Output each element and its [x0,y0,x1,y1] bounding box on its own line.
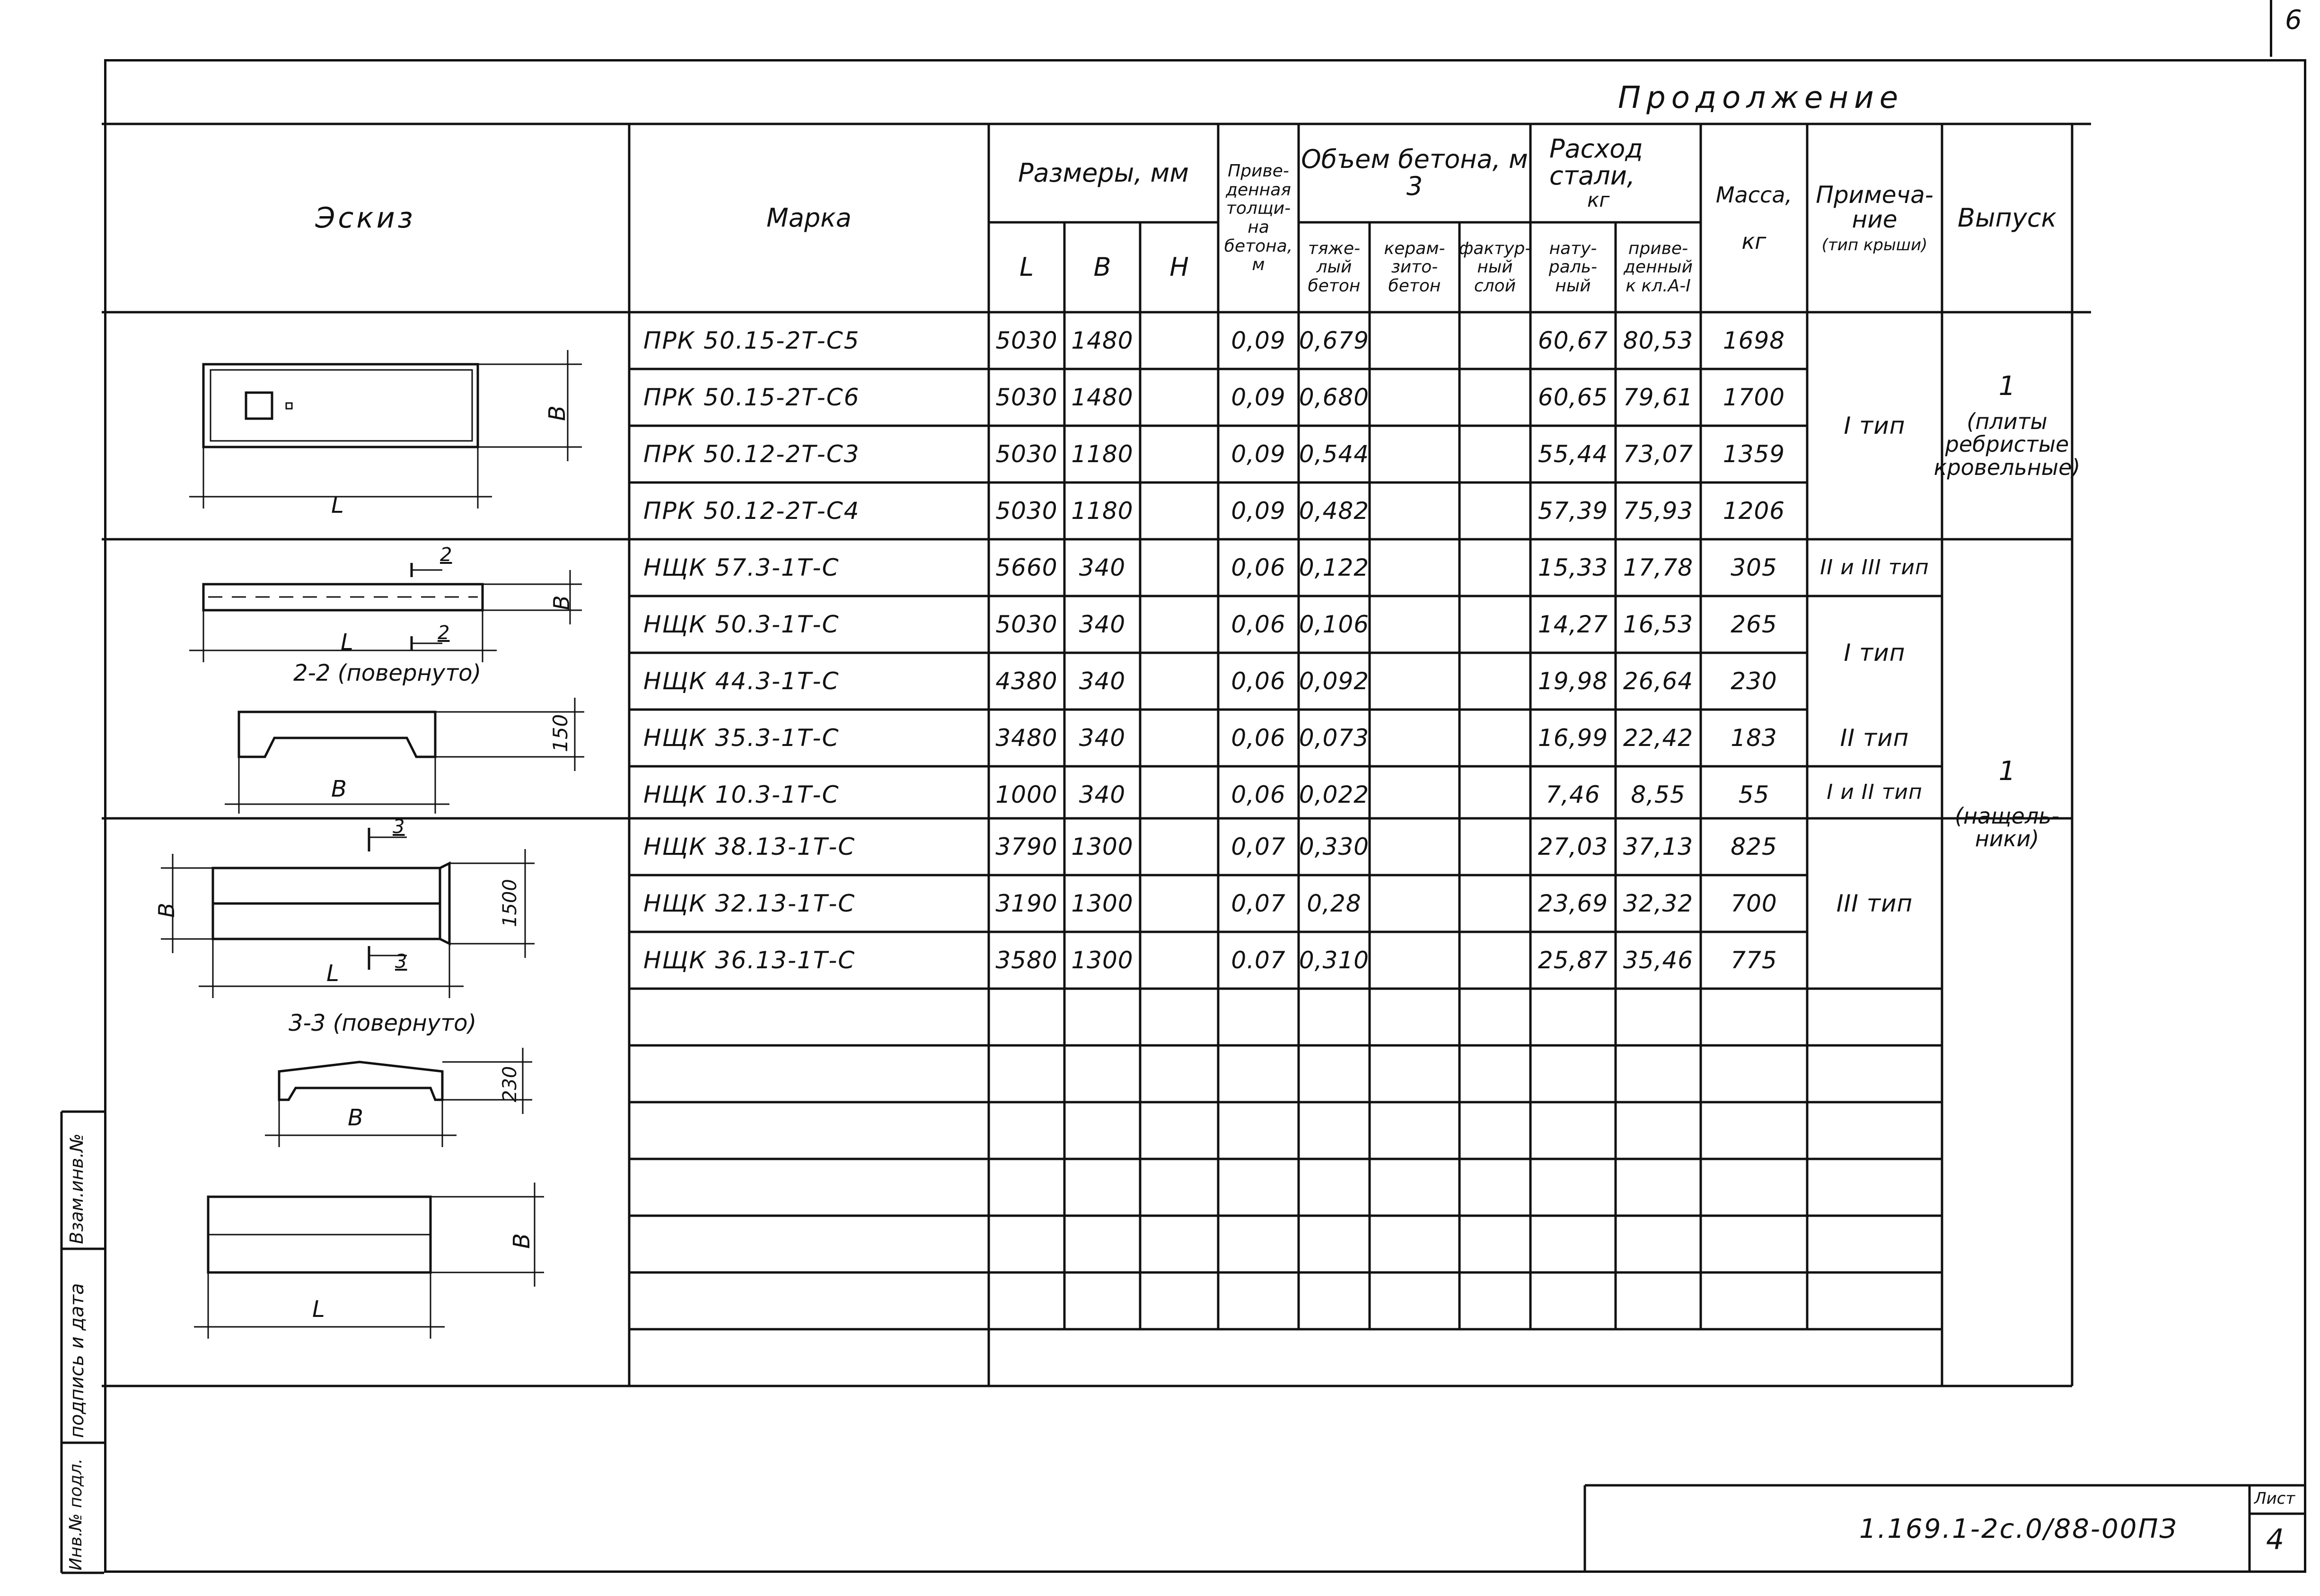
cell-keram [1370,932,1459,989]
cell-B: 1180 [1071,497,1134,525]
header-keramzit-concrete [1370,222,1459,312]
cell-heavy: 0,330 [1299,833,1370,860]
cell-keram [1370,369,1459,426]
cell-L: 4380 [995,667,1058,695]
cell-B: 1480 [1071,326,1134,354]
cell-mark: ПРК 50.12-2Т-С3 [643,440,860,468]
sketch2-dim-150: 150 [549,714,572,752]
cell-keram [1370,312,1459,369]
cell-t: 0,09 [1231,440,1286,468]
issue-slabs-desc-l2: ребристые [1945,431,2069,457]
header-dim-B: B [1093,252,1111,282]
header-steel-l3: кг [1587,188,1610,211]
cell-mark: НЩК 44.3-1Т-С [643,667,840,695]
cell-mass: 1698 [1722,326,1785,354]
header-facing-l3: слой [1474,276,1516,296]
cell-L: 5660 [995,553,1058,581]
cell-mark: НЩК 32.13-1Т-С [643,889,856,917]
sketch3-dim-1500: 1500 [499,879,521,927]
header-note-sub: (тип крыши) [1821,235,1928,254]
cell-red: 26,64 [1623,667,1694,695]
cell-red: 73,07 [1623,440,1694,468]
sheet-number: 4 [2266,1523,2285,1556]
header-mark: Марка [766,202,852,233]
cell-fact [1459,653,1530,710]
cell-nat: 55,44 [1538,440,1608,468]
header-reduced-thickness-l5: бетона, [1224,236,1293,256]
header-reduced-thickness-l4: на [1248,218,1269,237]
issue-slabs-desc-l1: (плиты [1967,408,2048,434]
cell-red: 16,53 [1623,610,1694,638]
issue-ridge-desc-l1: (нащель- [1955,803,2059,829]
header-note [1807,124,1942,312]
cell-t: 0,07 [1231,889,1286,917]
sketch-ridge [161,828,535,1147]
cell-t: 0,09 [1231,497,1286,525]
issue-slabs [1933,312,2081,539]
cell-t: 0,06 [1231,780,1286,808]
cell-mass: 230 [1731,667,1777,695]
sketch2-section-mark-top: 2 [440,544,452,566]
header-sketch: Эскиз [315,201,416,235]
cell-L: 5030 [995,610,1058,638]
cell-mark: НЩК 36.13-1Т-С [643,946,856,974]
cell-mass: 1359 [1722,440,1785,468]
cell-L: 5030 [995,383,1058,411]
sketch1-dim-B: B [544,405,571,421]
header-heavy-concrete [1299,222,1370,312]
cell-mass: 700 [1731,889,1777,917]
cell-L: 1000 [995,780,1058,808]
cell-H [1140,710,1218,766]
header-facing-l1: фактур- [1459,238,1531,258]
cell-heavy: 0,122 [1299,553,1370,581]
cell-t: 0.07 [1231,946,1286,974]
cell-keram [1370,596,1459,653]
cell-keram [1370,710,1459,766]
note-type-1-planks: I тип [1844,639,1906,666]
header-steel-reduced-l2: денный [1624,257,1693,277]
header-steel-l1: Расход [1549,134,1643,164]
header-steel-consumption [1530,124,1701,222]
cell-L: 5030 [995,326,1058,354]
continuation-label: Продолжение [1618,80,1904,115]
sketch3-section-mark-bottom: 3 [395,951,407,973]
cell-nat: 15,33 [1538,553,1608,581]
cell-B: 340 [1079,780,1126,808]
cell-keram [1370,482,1459,539]
sheet-label: Лист [2254,1489,2295,1508]
sketch3-section-mark-top: 3 [393,816,405,838]
header-steel-reduced [1616,222,1701,312]
cell-t: 0,06 [1231,667,1286,695]
header-reduced-thickness-l6: м [1252,255,1265,275]
cell-mark: НЩК 35.3-1Т-С [643,724,840,752]
header-facing-l2: ный [1477,257,1513,277]
header-steel-reduced-l1: приве- [1628,238,1688,258]
note-type-3: III тип [1836,889,1913,917]
cell-mark: ПРК 50.12-2Т-С4 [643,497,860,525]
header-heavy-l1: тяже- [1308,238,1361,258]
sketch2-section-mark-bottom: 2 [438,622,450,644]
cell-H [1140,766,1218,823]
cell-B: 340 [1079,610,1126,638]
cell-L: 3480 [995,724,1058,752]
cell-H [1140,818,1218,875]
header-reduced-thickness [1218,124,1299,312]
header-dim-L: L [1019,252,1034,282]
cell-mass: 305 [1731,553,1777,581]
cell-keram [1370,426,1459,482]
sketch4-dim-L: L [312,1296,325,1323]
cell-t: 0,09 [1231,383,1286,411]
header-reduced-thickness-l2: денная [1226,180,1291,200]
cell-B: 340 [1079,667,1126,695]
cell-fact [1459,369,1530,426]
cell-mark: ПРК 50.15-2Т-С5 [643,326,860,354]
cell-H [1140,482,1218,539]
cell-fact [1459,932,1530,989]
cell-H [1140,539,1218,596]
cell-mark: НЩК 10.3-1Т-С [643,780,840,808]
cell-fact [1459,426,1530,482]
cell-fact [1459,596,1530,653]
sketch4-dim-B: B [509,1233,535,1249]
sketch3-dim-230: 230 [499,1066,521,1102]
cell-t: 0,07 [1231,833,1286,860]
cell-red: 35,46 [1623,946,1694,974]
cell-nat: 60,65 [1538,383,1608,411]
cell-mass: 775 [1731,946,1777,974]
cell-L: 3190 [995,889,1058,917]
sketch3-dim-L: L [326,960,339,987]
header-issue: Выпуск [1957,202,2057,233]
cell-H [1140,596,1218,653]
header-dimensions: Размеры, мм [1018,158,1189,188]
margin-inv-original: Инв.№ подл. [66,1458,86,1570]
sketch1-dim-L: L [331,492,344,518]
sketch2-section-dim-B: B [331,776,347,802]
cell-keram [1370,653,1459,710]
cell-fact [1459,539,1530,596]
header-steel-reduced-l3: к кл.А-I [1626,276,1691,296]
cell-red: 75,93 [1623,497,1694,525]
header-keramzit-l1: керам- [1384,238,1445,258]
cell-heavy: 0,544 [1299,440,1370,468]
header-dim-H: H [1169,252,1189,282]
cell-mass: 183 [1731,724,1777,752]
cell-keram [1370,539,1459,596]
header-heavy-l2: лый [1316,257,1352,277]
section-3-3-title: 3-3 (повернуто) [289,1010,477,1036]
cell-heavy: 0,073 [1299,724,1370,752]
cell-red: 37,13 [1623,833,1694,860]
cell-B: 340 [1079,553,1126,581]
cell-heavy: 0,106 [1299,610,1370,638]
cell-fact [1459,312,1530,369]
sketch3-section-dim-B: B [348,1105,363,1131]
cell-H [1140,875,1218,932]
issue-ridge-pieces [1942,539,2072,1069]
cell-fact [1459,482,1530,539]
cell-red: 17,78 [1623,553,1694,581]
margin-replace-inv: Взам.инв.№ [66,1133,87,1244]
cell-fact [1459,710,1530,766]
cell-L: 3580 [995,946,1058,974]
header-reduced-thickness-l1: Приве- [1228,161,1289,181]
cell-heavy: 0,28 [1307,889,1362,917]
cell-heavy: 0,022 [1299,780,1370,808]
cell-red: 22,42 [1623,724,1694,752]
sketch-slab [189,350,582,509]
cell-nat: 7,46 [1546,780,1600,808]
header-steel-natural-l1: нату- [1549,238,1597,258]
cell-mark: НЩК 57.3-1Т-С [643,553,840,581]
sketch2-dim-L: L [341,629,353,656]
cell-nat: 57,39 [1538,497,1608,525]
cell-mass: 825 [1731,833,1777,860]
cell-nat: 19,98 [1538,667,1608,695]
cell-B: 340 [1079,724,1126,752]
page-number: 6 [2285,5,2302,35]
header-mass-unit: кг [1741,228,1766,254]
document-code: 1.169.1-2с.0/88-00ПЗ [1859,1514,2178,1544]
note-type-1-2: I и II тип [1827,780,1923,804]
note-type-2: II тип [1840,724,1909,752]
cell-mark: ПРК 50.15-2Т-С6 [643,383,860,411]
cell-nat: 16,99 [1538,724,1608,752]
cell-t: 0,09 [1231,326,1286,354]
cell-t: 0,06 [1231,553,1286,581]
cell-B: 1180 [1071,440,1134,468]
sketch2-dim-B: B [549,595,574,610]
cell-H [1140,369,1218,426]
issue-slabs-number: 1 [1998,371,2016,402]
header-steel-natural-l3: ный [1555,276,1591,296]
header-mass-label: Масса, [1715,182,1793,208]
cell-B: 1300 [1071,889,1134,917]
note-type-1-slabs: I тип [1844,412,1906,439]
cell-mass: 265 [1731,610,1777,638]
cell-fact [1459,766,1530,823]
cell-B: 1300 [1071,833,1134,860]
cell-nat: 60,67 [1538,326,1608,354]
cell-t: 0,06 [1231,724,1286,752]
header-mass [1701,124,1807,312]
header-heavy-l3: бетон [1308,276,1361,296]
cell-keram [1370,766,1459,823]
cell-mark: НЩК 50.3-1Т-С [643,610,840,638]
cell-H [1140,312,1218,369]
cell-H [1140,653,1218,710]
header-steel-natural [1530,222,1616,312]
issue-ridge-number: 1 [1998,756,2016,787]
header-reduced-thickness-l3: толщи- [1226,199,1291,219]
cell-mass: 1206 [1722,497,1785,525]
note-type-2-3: II и III тип [1820,555,1929,579]
cell-heavy: 0,679 [1299,326,1370,354]
cell-heavy: 0,092 [1299,667,1370,695]
header-facing-layer [1459,222,1530,312]
header-keramzit-l3: бетон [1388,276,1441,296]
margin-signature-date: подпись и дата [66,1283,88,1438]
cell-nat: 27,03 [1538,833,1608,860]
issue-slabs-desc-l3: кровельные) [1933,454,2081,480]
cell-heavy: 0,680 [1299,383,1370,411]
header-note-label: Примеча-ние [1816,181,1933,234]
cell-mass: 55 [1738,780,1770,808]
cell-L: 5030 [995,497,1058,525]
cell-nat: 23,69 [1538,889,1608,917]
cell-H [1140,426,1218,482]
section-2-2-title: 2-2 (повернуто) [293,660,482,686]
cell-keram [1370,818,1459,875]
cell-mark: НЩК 38.13-1Т-С [643,833,856,860]
cell-red: 32,32 [1623,889,1694,917]
cell-nat: 14,27 [1538,610,1608,638]
sketch3-dim-B: B [154,903,179,918]
cell-fact [1459,818,1530,875]
cell-heavy: 0,482 [1299,497,1370,525]
sketch-plain-slab [194,1183,544,1339]
cell-H [1140,932,1218,989]
cell-B: 1300 [1071,946,1134,974]
cell-t: 0,06 [1231,610,1286,638]
cell-red: 79,61 [1623,383,1694,411]
sketch-plank [189,563,584,814]
cell-fact [1459,875,1530,932]
cell-nat: 25,87 [1538,946,1608,974]
header-steel-l2: стали, [1549,160,1635,191]
header-concrete-volume: Объем бетона, м 3 [1301,144,1528,201]
cell-red: 8,55 [1631,780,1686,808]
cell-L: 3790 [995,833,1058,860]
cell-heavy: 0,310 [1299,946,1370,974]
cell-B: 1480 [1071,383,1134,411]
cell-red: 80,53 [1623,326,1694,354]
header-steel-natural-l2: раль- [1548,257,1598,277]
cell-L: 5030 [995,440,1058,468]
header-keramzit-l2: зито- [1391,257,1438,277]
issue-ridge-desc-l2: ники) [1975,826,2039,852]
cell-mass: 1700 [1722,383,1785,411]
cell-keram [1370,875,1459,932]
